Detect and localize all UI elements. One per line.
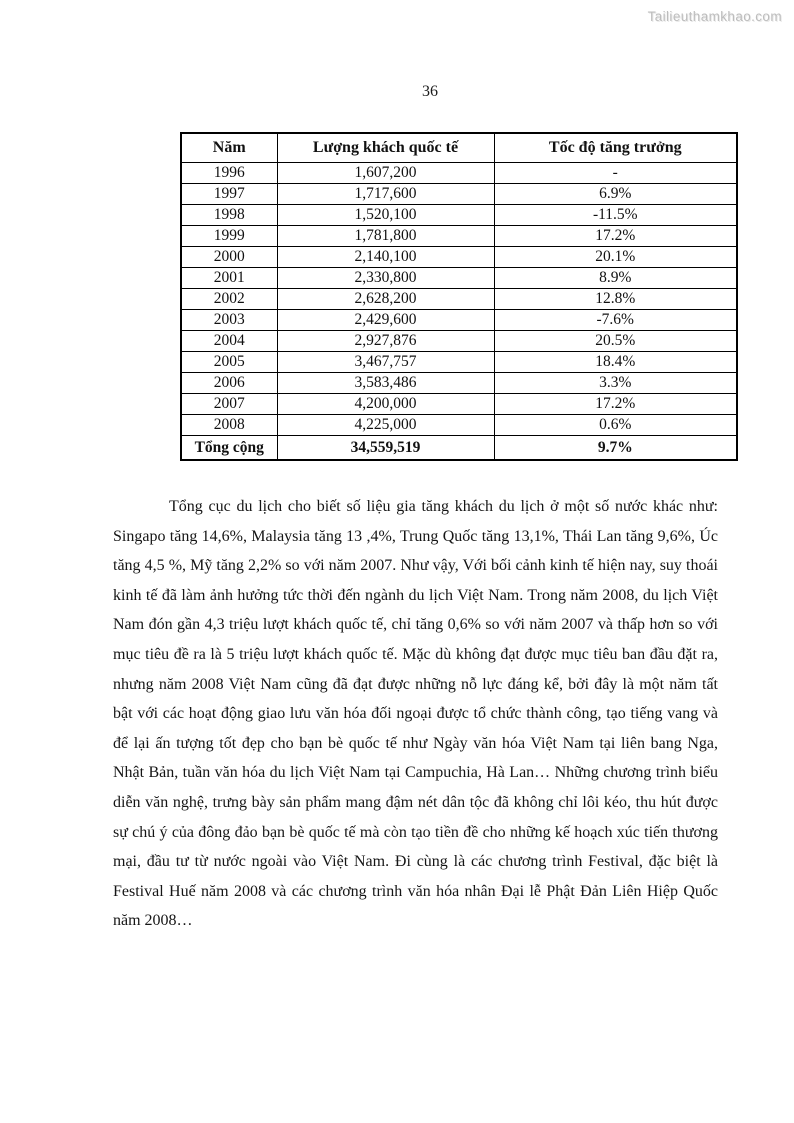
table-cell: 1999: [181, 226, 277, 247]
table-cell: 1,781,800: [277, 226, 494, 247]
table-cell: 2,628,200: [277, 289, 494, 310]
table-cell: 2007: [181, 394, 277, 415]
table-cell: 2000: [181, 247, 277, 268]
table-row: [181, 226, 737, 247]
table-cell: 9.7%: [494, 436, 737, 461]
table-cell: 2006: [181, 373, 277, 394]
table-row: [181, 373, 737, 394]
table-row: [181, 289, 737, 310]
watermark: Tailieuthamkhao.com: [647, 9, 782, 24]
table-cell: 2004: [181, 331, 277, 352]
table-body: [181, 163, 737, 461]
table-row: [181, 394, 737, 415]
table-cell: 2,429,600: [277, 310, 494, 331]
table-row: [181, 331, 737, 352]
table-cell: 17.2%: [494, 226, 737, 247]
page-number: 36: [422, 83, 438, 100]
table-row: [181, 310, 737, 331]
table-cell: 17.2%: [494, 394, 737, 415]
visitors-table: [180, 132, 738, 461]
table-cell: 2,927,876: [277, 331, 494, 352]
table-cell: 2001: [181, 268, 277, 289]
table-row: [181, 184, 737, 205]
table-row: [181, 268, 737, 289]
table-cell: 12.8%: [494, 289, 737, 310]
table-cell: 34,559,519: [277, 436, 494, 461]
table-cell: 18.4%: [494, 352, 737, 373]
table-cell: 1,520,100: [277, 205, 494, 226]
table-cell: -: [494, 163, 737, 184]
table-cell: 20.1%: [494, 247, 737, 268]
column-header: Năm: [181, 133, 277, 163]
table-row: [181, 163, 737, 184]
table-cell: 1997: [181, 184, 277, 205]
table-cell: -11.5%: [494, 205, 737, 226]
table-cell: -7.6%: [494, 310, 737, 331]
table-cell: 2,140,100: [277, 247, 494, 268]
table-cell: 3,467,757: [277, 352, 494, 373]
table-cell: 2005: [181, 352, 277, 373]
table-cell: 4,200,000: [277, 394, 494, 415]
table-row: [181, 205, 737, 226]
table-row: [181, 247, 737, 268]
table-row: [181, 415, 737, 436]
table-header-row: [181, 133, 737, 163]
table-cell: 3.3%: [494, 373, 737, 394]
column-header: Tốc độ tăng trưởng: [494, 133, 737, 163]
table-cell: 1,607,200: [277, 163, 494, 184]
table-cell: 1998: [181, 205, 277, 226]
table-total-row: [181, 436, 737, 461]
table-cell: 20.5%: [494, 331, 737, 352]
table-cell: 2008: [181, 415, 277, 436]
table-cell: Tổng cộng: [181, 436, 277, 461]
table-cell: 0.6%: [494, 415, 737, 436]
table-cell: 1996: [181, 163, 277, 184]
table-cell: 4,225,000: [277, 415, 494, 436]
table-cell: 2003: [181, 310, 277, 331]
table-cell: 3,583,486: [277, 373, 494, 394]
table-cell: 2,330,800: [277, 268, 494, 289]
column-header: Lượng khách quốc tế: [277, 133, 494, 163]
table-cell: 1,717,600: [277, 184, 494, 205]
table-cell: 6.9%: [494, 184, 737, 205]
table-cell: 2002: [181, 289, 277, 310]
body-paragraph: Tổng cục du lịch cho biết số liệu gia tăng khách du lịch ở một số nước khác như: Singapo tăng 14,6%, Malaysia tăng 13 ,4%, Trung Quốc tăng 13,1%, Thái Lan tăng 9,6%, Úc tăng 4,5 %, Mỹ tăng 2,2% so với năm 2007. Như vậy, Với bối cảnh kinh tế hiện nay, suy thoái kinh tế đã làm ảnh hưởng tức thời đến ngành du lịch Việt Nam. Trong năm 2008, du lịch Việt Nam đón gần 4,3 triệu lượt khách quốc tế, chỉ tăng 0,6% so với năm 2007 và thấp hơn so với mục tiêu đề ra là 5 triệu lượt khách quốc tế. Mặc dù không đạt được mục tiêu ban đầu đặt ra, nhưng năm 2008 Việt Nam cũng đã đạt được những nỗ lực đáng kể, bởi đây là một năm tất bật với các hoạt động giao lưu văn hóa đối ngoại được tổ chức thành công, tạo tiếng vang và để lại ấn tượng tốt đẹp cho bạn bè quốc tế như Ngày văn hóa Việt Nam tại liên bang Nga, Nhật Bản, tuần văn hóa du lịch Việt Nam tại Campuchia, Hà Lan… Những chương trình biểu diễn văn nghệ, trưng bày sản phẩm mang đậm nét dân tộc đã không chỉ lôi kéo, thu hút được sự chú ý của đông đảo bạn bè quốc tế mà còn tạo tiền đề cho những kế hoạch xúc tiến thương mại, đầu tư từ nước ngoài vào Việt Nam. Đi cùng là các chương trình Festival, đặc biệt là Festival Huế năm 2008 và các chương trình văn hóa nhân Đại lễ Phật Đản Liên Hiệp Quốc năm 2008…: [113, 498, 718, 930]
table-cell: 8.9%: [494, 268, 737, 289]
table-row: [181, 352, 737, 373]
